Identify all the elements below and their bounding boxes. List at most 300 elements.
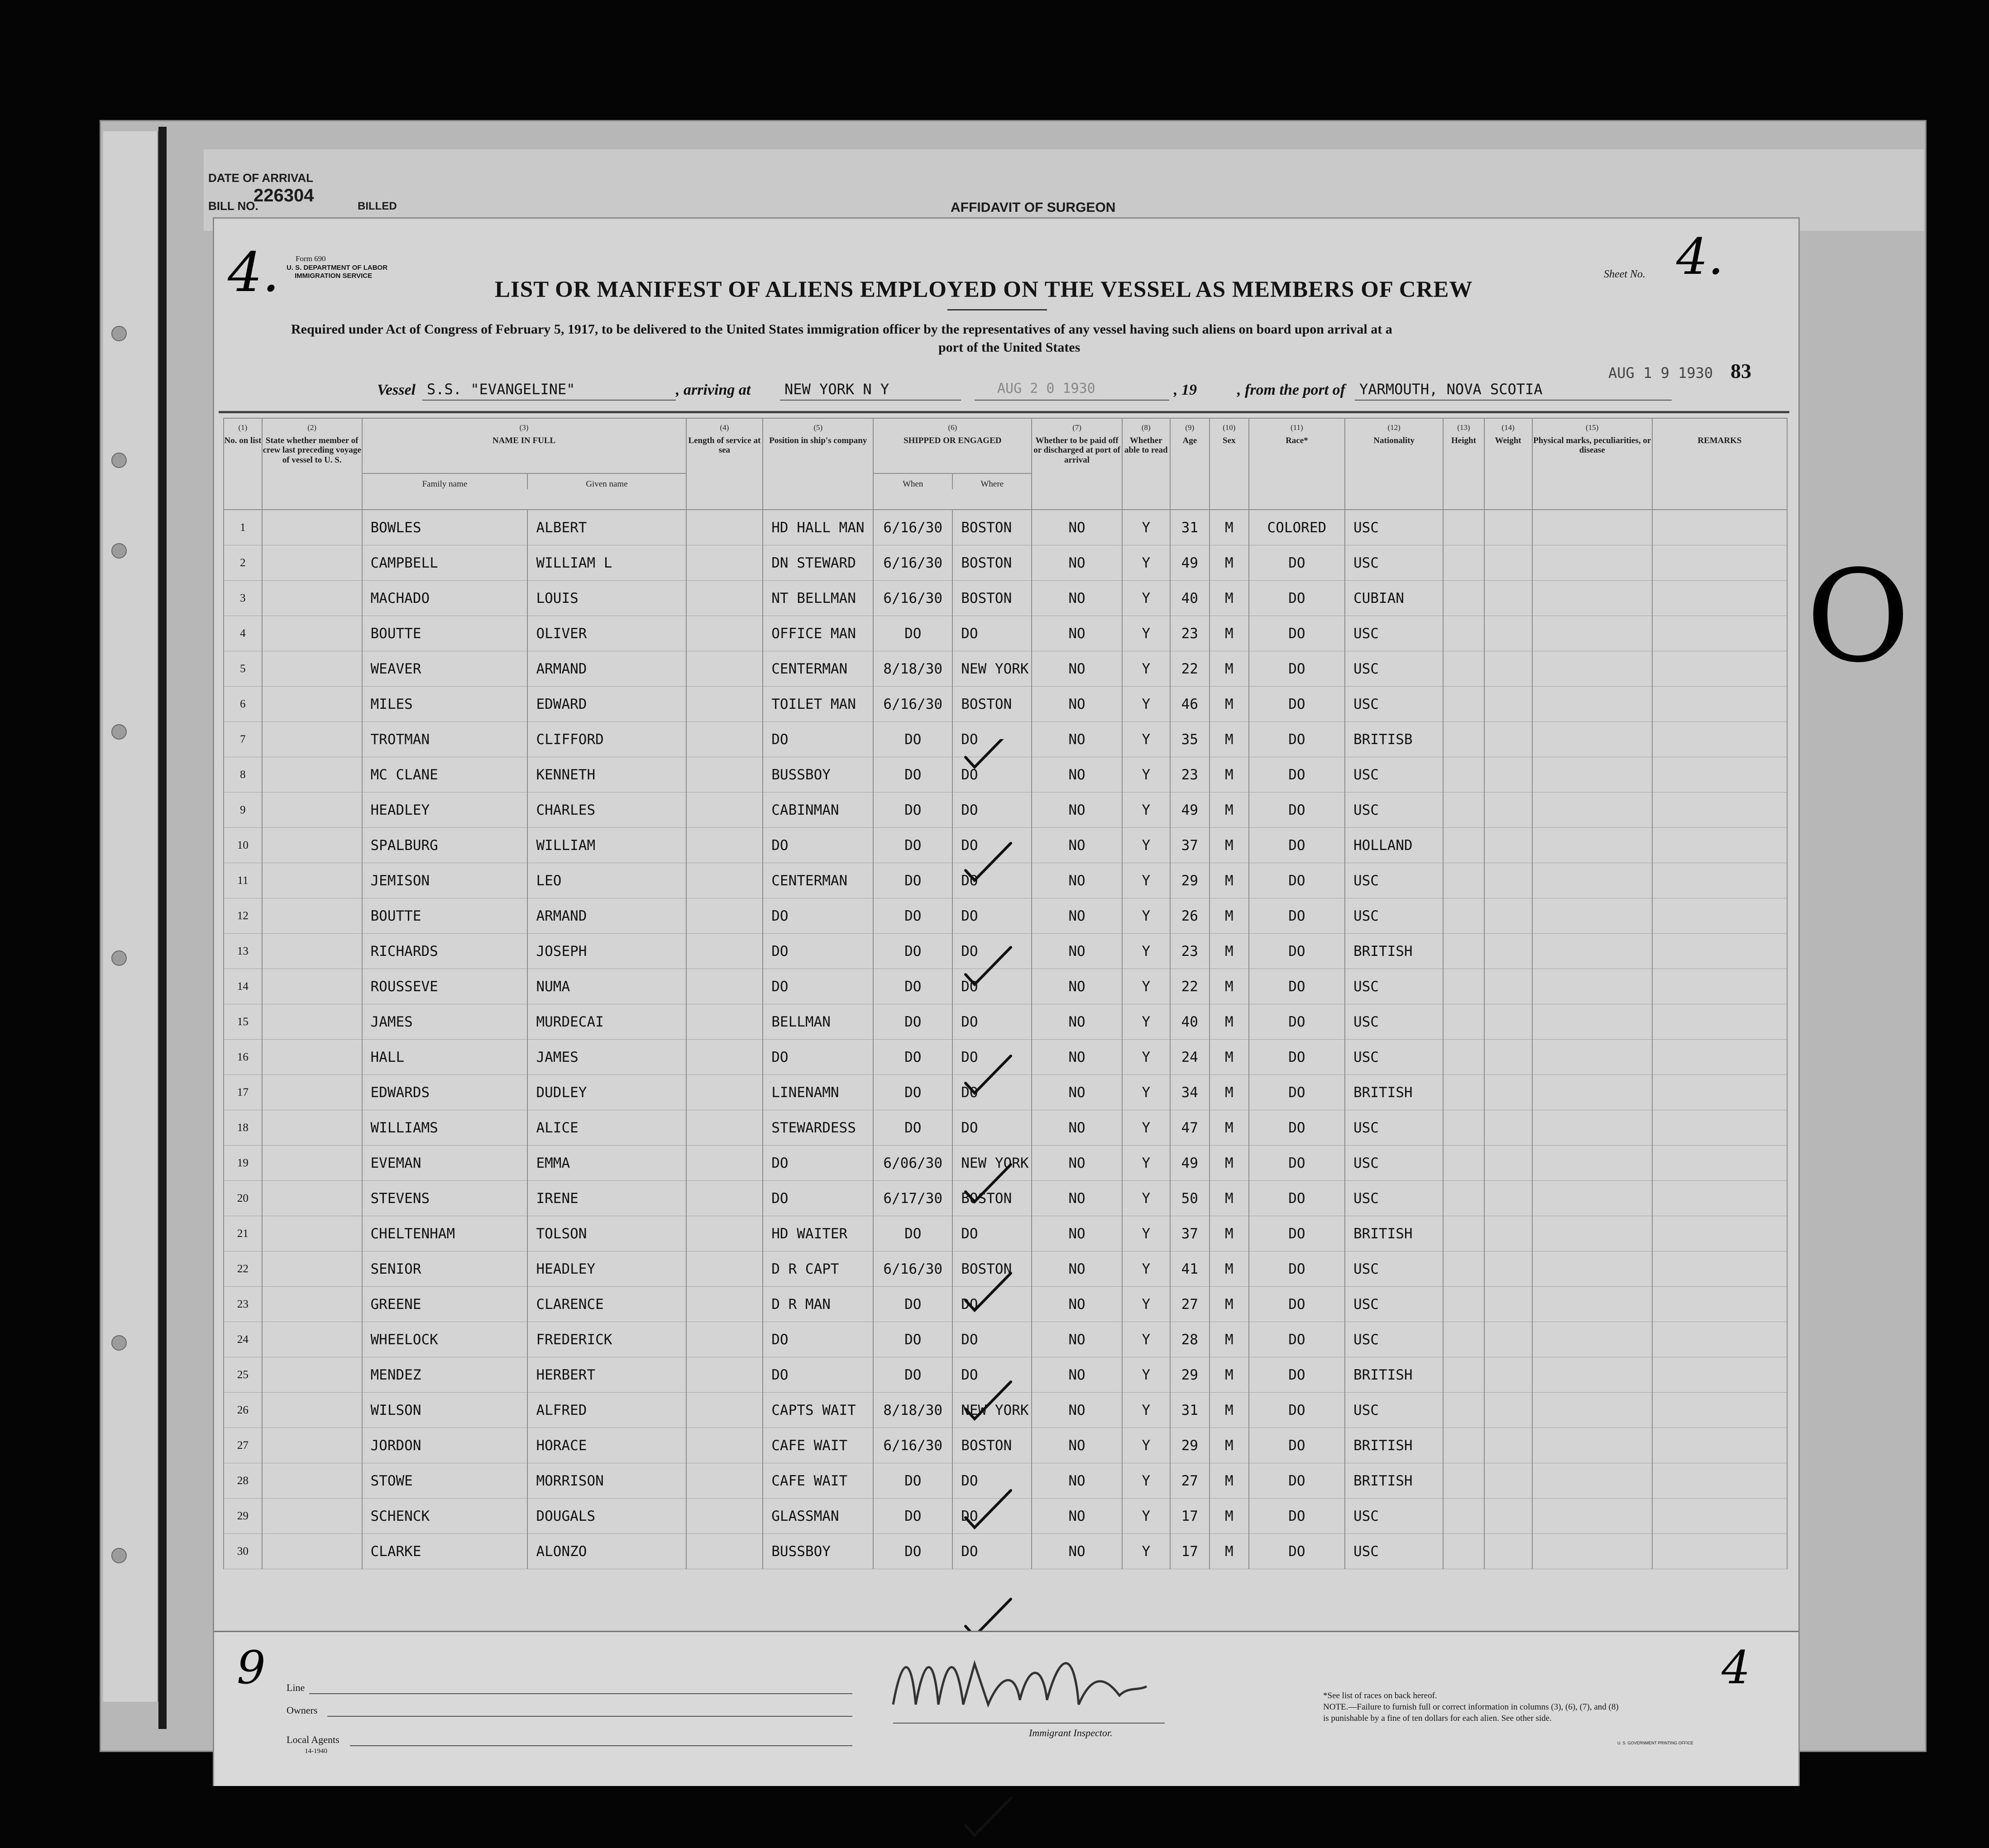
cell-last-voyage: [262, 863, 362, 898]
port-underline: [780, 400, 961, 401]
cell-no: 6: [224, 687, 262, 722]
cell-last-voyage: [262, 1534, 362, 1569]
cell-physical-marks: [1532, 1216, 1652, 1251]
cell-no: 14: [224, 969, 262, 1004]
line-field: [309, 1693, 852, 1694]
cell-family-name: JEMISON: [362, 863, 528, 898]
affidavit-label: AFFIDAVIT OF SURGEON: [951, 200, 1116, 215]
cell-family-name: MENDEZ: [362, 1357, 528, 1393]
cell-position: GLASSMAN: [763, 1499, 873, 1534]
cell-length-of-service: [686, 722, 763, 757]
cell-given-name: LEO: [527, 863, 686, 898]
cell-last-voyage: [262, 793, 362, 828]
cell-physical-marks: [1532, 581, 1652, 616]
cell-able-to-read: Y: [1122, 581, 1170, 616]
cell-race: DO: [1249, 1110, 1345, 1146]
cell-position: D R CAPT: [763, 1251, 873, 1287]
cell-nationality: HOLLAND: [1345, 828, 1443, 863]
cell-no: 3: [224, 581, 262, 616]
cell-weight: [1484, 1110, 1532, 1146]
cell-no: 11: [224, 863, 262, 898]
cell-nationality: CUBIAN: [1345, 581, 1443, 616]
cell-given-name: HORACE: [527, 1428, 686, 1463]
cell-race: DO: [1249, 722, 1345, 757]
cell-age: 31: [1170, 1393, 1210, 1428]
cell-age: 22: [1170, 651, 1210, 687]
cell-remarks: [1652, 651, 1787, 687]
cell-paid-off: NO: [1032, 1534, 1122, 1569]
cell-sex: M: [1210, 1216, 1249, 1251]
cell-length-of-service: [686, 1357, 763, 1393]
cell-race: DO: [1249, 969, 1345, 1004]
cell-given-name: IRENE: [527, 1181, 686, 1216]
cell-position: CAFE WAIT: [763, 1428, 873, 1463]
cell-length-of-service: [686, 1322, 763, 1357]
cell-position: HD WAITER: [763, 1216, 873, 1251]
cell-age: 23: [1170, 616, 1210, 651]
manifest-sheet: [213, 217, 1800, 1786]
cell-able-to-read: Y: [1122, 1322, 1170, 1357]
cell-height: [1443, 1393, 1484, 1428]
cell-shipped-where: DO: [952, 793, 1032, 828]
cell-nationality: USC: [1345, 1004, 1443, 1040]
cell-length-of-service: [686, 1393, 763, 1428]
cell-paid-off: NO: [1032, 1393, 1122, 1428]
cell-position: CABINMAN: [763, 793, 873, 828]
cell-shipped-where: DO: [952, 1110, 1032, 1146]
cell-nationality: BRITISB: [1345, 722, 1443, 757]
cell-sex: M: [1210, 1357, 1249, 1393]
cell-family-name: SCHENCK: [362, 1499, 528, 1534]
cell-shipped-when: 6/16/30: [873, 687, 952, 722]
cell-shipped-where: DO: [952, 757, 1032, 793]
cell-age: 49: [1170, 793, 1210, 828]
cell-no: 29: [224, 1499, 262, 1534]
cell-last-voyage: [262, 687, 362, 722]
cell-last-voyage: [262, 1322, 362, 1357]
cell-paid-off: NO: [1032, 1428, 1122, 1463]
vessel-label: Vessel: [377, 382, 416, 398]
cell-position: STEWARDESS: [763, 1110, 873, 1146]
cell-length-of-service: [686, 1181, 763, 1216]
cell-shipped-where: DO: [952, 1534, 1032, 1569]
cell-shipped-where: NEW YORK: [952, 651, 1032, 687]
col-shipped-header: (6) SHIPPED OR ENGAGED When Where: [873, 418, 1032, 510]
cell-family-name: BOWLES: [362, 510, 528, 545]
margin-circle-mark: O: [1806, 543, 1910, 691]
cell-last-voyage: [262, 1428, 362, 1463]
cell-position: HD HALL MAN: [763, 510, 873, 545]
col-weight-header: (14) Weight: [1484, 418, 1532, 510]
cell-weight: [1484, 863, 1532, 898]
cell-given-name: ALONZO: [527, 1534, 686, 1569]
cell-height: [1443, 545, 1484, 581]
cell-sex: M: [1210, 1428, 1249, 1463]
cell-family-name: SENIOR: [362, 1251, 528, 1287]
cell-race: DO: [1249, 651, 1345, 687]
cell-family-name: MILES: [362, 687, 528, 722]
cell-given-name: ALICE: [527, 1110, 686, 1146]
cell-paid-off: NO: [1032, 757, 1122, 793]
cell-family-name: CLARKE: [362, 1534, 528, 1569]
cell-height: [1443, 1181, 1484, 1216]
cell-given-name: CHARLES: [527, 793, 686, 828]
cell-family-name: TROTMAN: [362, 722, 528, 757]
cell-shipped-when: DO: [873, 757, 952, 793]
owners-label: Owners: [287, 1705, 318, 1716]
cell-paid-off: NO: [1032, 1287, 1122, 1322]
cell-physical-marks: [1532, 1110, 1652, 1146]
cell-shipped-when: DO: [873, 616, 952, 651]
cell-physical-marks: [1532, 616, 1652, 651]
cell-shipped-when: 6/16/30: [873, 510, 952, 545]
cell-physical-marks: [1532, 1181, 1652, 1216]
cell-shipped-where: NEW YORK: [952, 1146, 1032, 1181]
cell-age: 27: [1170, 1287, 1210, 1322]
cell-weight: [1484, 722, 1532, 757]
cell-race: DO: [1249, 1004, 1345, 1040]
cell-sex: M: [1210, 1075, 1249, 1110]
col-remarks-header: REMARKS: [1652, 418, 1787, 510]
cell-nationality: BRITISH: [1345, 1357, 1443, 1393]
cell-able-to-read: Y: [1122, 1393, 1170, 1428]
cell-physical-marks: [1532, 1040, 1652, 1075]
cell-weight: [1484, 1181, 1532, 1216]
cell-paid-off: NO: [1032, 651, 1122, 687]
col-physical-marks-header: (15) Physical marks, peculiarities, or disease: [1532, 418, 1652, 510]
cell-position: DO: [763, 1357, 873, 1393]
cell-weight: [1484, 1146, 1532, 1181]
cell-weight: [1484, 651, 1532, 687]
cell-last-voyage: [262, 1499, 362, 1534]
cell-position: CENTERMAN: [763, 863, 873, 898]
cell-shipped-where: DO: [952, 969, 1032, 1004]
col-position-header: (5) Position in ship's company: [763, 418, 873, 510]
cell-able-to-read: Y: [1122, 1499, 1170, 1534]
cell-sex: M: [1210, 1181, 1249, 1216]
cell-able-to-read: Y: [1122, 757, 1170, 793]
cell-paid-off: NO: [1032, 934, 1122, 969]
cell-shipped-where: DO: [952, 1463, 1032, 1499]
cell-remarks: [1652, 1428, 1787, 1463]
cell-sex: M: [1210, 1322, 1249, 1357]
cell-sex: M: [1210, 687, 1249, 722]
cell-length-of-service: [686, 545, 763, 581]
cell-shipped-where: DO: [952, 1075, 1032, 1110]
cell-race: DO: [1249, 1287, 1345, 1322]
cell-given-name: TOLSON: [527, 1216, 686, 1251]
cell-height: [1443, 757, 1484, 793]
footer-right-mark: 4: [1721, 1641, 1750, 1694]
cell-shipped-where: BOSTON: [952, 545, 1032, 581]
cell-height: [1443, 1499, 1484, 1534]
cell-race: DO: [1249, 545, 1345, 581]
cell-length-of-service: [686, 616, 763, 651]
cell-last-voyage: [262, 1357, 362, 1393]
cell-given-name: DOUGALS: [527, 1499, 686, 1534]
cell-height: [1443, 1287, 1484, 1322]
cell-family-name: STEVENS: [362, 1181, 528, 1216]
cell-no: 2: [224, 545, 262, 581]
cell-shipped-where: BOSTON: [952, 687, 1032, 722]
cell-given-name: NUMA: [527, 969, 686, 1004]
cell-no: 24: [224, 1322, 262, 1357]
cell-family-name: HEADLEY: [362, 793, 528, 828]
cell-shipped-when: DO: [873, 1216, 952, 1251]
cell-position: CAPTS WAIT: [763, 1393, 873, 1428]
cell-given-name: HEADLEY: [527, 1251, 686, 1287]
cell-shipped-where: BOSTON: [952, 510, 1032, 545]
cell-no: 4: [224, 616, 262, 651]
arrival-date-stamp: AUG 2 0 1930: [997, 381, 1095, 396]
cell-remarks: [1652, 1146, 1787, 1181]
cell-family-name: STOWE: [362, 1463, 528, 1499]
cell-nationality: USC: [1345, 1287, 1443, 1322]
cell-remarks: [1652, 1287, 1787, 1322]
cell-family-name: WILSON: [362, 1393, 528, 1428]
when-header: When: [903, 479, 923, 489]
cell-height: [1443, 898, 1484, 934]
cell-sex: M: [1210, 1251, 1249, 1287]
cell-shipped-where: DO: [952, 1287, 1032, 1322]
cell-paid-off: NO: [1032, 1499, 1122, 1534]
cell-age: 27: [1170, 1463, 1210, 1499]
cell-race: DO: [1249, 1040, 1345, 1075]
cell-physical-marks: [1532, 1322, 1652, 1357]
cell-no: 5: [224, 651, 262, 687]
cell-remarks: [1652, 1534, 1787, 1569]
cell-weight: [1484, 1075, 1532, 1110]
cell-shipped-when: DO: [873, 863, 952, 898]
cell-weight: [1484, 1534, 1532, 1569]
cell-remarks: [1652, 687, 1787, 722]
cell-given-name: ALFRED: [527, 1393, 686, 1428]
cell-remarks: [1652, 510, 1787, 545]
cell-race: DO: [1249, 757, 1345, 793]
cell-sex: M: [1210, 1146, 1249, 1181]
cell-given-name: JAMES: [527, 1040, 686, 1075]
family-name-header: Family name: [422, 479, 468, 489]
cell-family-name: RICHARDS: [362, 934, 528, 969]
cell-race: DO: [1249, 687, 1345, 722]
cell-race: DO: [1249, 828, 1345, 863]
cell-physical-marks: [1532, 1146, 1652, 1181]
cell-shipped-when: 6/16/30: [873, 545, 952, 581]
cell-shipped-when: 8/18/30: [873, 651, 952, 687]
cell-last-voyage: [262, 651, 362, 687]
cell-paid-off: NO: [1032, 969, 1122, 1004]
cell-able-to-read: Y: [1122, 1428, 1170, 1463]
cell-shipped-when: DO: [873, 1463, 952, 1499]
cell-height: [1443, 863, 1484, 898]
cell-no: 18: [224, 1110, 262, 1146]
cell-physical-marks: [1532, 1004, 1652, 1040]
cell-shipped-when: DO: [873, 1287, 952, 1322]
cell-remarks: [1652, 1251, 1787, 1287]
cell-race: DO: [1249, 581, 1345, 616]
cell-able-to-read: Y: [1122, 1287, 1170, 1322]
cell-position: CAFE WAIT: [763, 1463, 873, 1499]
cell-paid-off: NO: [1032, 1181, 1122, 1216]
cell-height: [1443, 616, 1484, 651]
cell-shipped-when: DO: [873, 1004, 952, 1040]
cell-remarks: [1652, 934, 1787, 969]
bill-no-label: BILL NO.: [208, 199, 258, 213]
cell-last-voyage: [262, 1393, 362, 1428]
cell-last-voyage: [262, 1251, 362, 1287]
cell-race: DO: [1249, 1463, 1345, 1499]
cell-family-name: WEAVER: [362, 651, 528, 687]
cell-paid-off: NO: [1032, 1075, 1122, 1110]
from-port-label: , from the port of: [1237, 382, 1345, 398]
cell-given-name: LOUIS: [527, 581, 686, 616]
cell-nationality: USC: [1345, 1040, 1443, 1075]
cell-paid-off: NO: [1032, 898, 1122, 934]
cell-no: 16: [224, 1040, 262, 1075]
cell-race: DO: [1249, 1357, 1345, 1393]
date-of-arrival-label: DATE OF ARRIVAL: [208, 171, 314, 185]
col-race-header: (11) Race*: [1249, 418, 1345, 510]
cell-family-name: EDWARDS: [362, 1075, 528, 1110]
cell-nationality: USC: [1345, 1322, 1443, 1357]
cell-given-name: WILLIAM L: [527, 545, 686, 581]
cell-no: 9: [224, 793, 262, 828]
cell-age: 47: [1170, 1110, 1210, 1146]
cell-height: [1443, 1251, 1484, 1287]
cell-shipped-when: DO: [873, 934, 952, 969]
sheet-no: 4.: [1676, 228, 1724, 286]
cell-height: [1443, 581, 1484, 616]
cell-paid-off: NO: [1032, 1322, 1122, 1357]
cell-physical-marks: [1532, 1534, 1652, 1569]
cell-last-voyage: [262, 581, 362, 616]
cell-shipped-where: DO: [952, 934, 1032, 969]
cell-given-name: CLIFFORD: [527, 722, 686, 757]
cell-position: D R MAN: [763, 1287, 873, 1322]
cell-weight: [1484, 510, 1532, 545]
cell-physical-marks: [1532, 1499, 1652, 1534]
cell-shipped-where: BOSTON: [952, 1251, 1032, 1287]
cell-last-voyage: [262, 1110, 362, 1146]
cell-sex: M: [1210, 616, 1249, 651]
cell-nationality: USC: [1345, 651, 1443, 687]
cell-nationality: USC: [1345, 687, 1443, 722]
cell-height: [1443, 1075, 1484, 1110]
cell-length-of-service: [686, 651, 763, 687]
cell-remarks: [1652, 1322, 1787, 1357]
cell-last-voyage: [262, 934, 362, 969]
cell-age: 22: [1170, 969, 1210, 1004]
cell-given-name: ARMAND: [527, 898, 686, 934]
cell-no: 30: [224, 1534, 262, 1569]
cell-age: 23: [1170, 757, 1210, 793]
cell-length-of-service: [686, 1216, 763, 1251]
cell-race: DO: [1249, 1428, 1345, 1463]
check-icon: [966, 843, 1011, 880]
cell-family-name: MC CLANE: [362, 757, 528, 793]
departure-date-stamp: AUG 1 9 1930: [1608, 364, 1713, 382]
cell-able-to-read: Y: [1122, 687, 1170, 722]
cell-sex: M: [1210, 545, 1249, 581]
cell-family-name: ROUSSEVE: [362, 969, 528, 1004]
cell-family-name: BOUTTE: [362, 898, 528, 934]
cell-shipped-when: DO: [873, 1534, 952, 1569]
footer-left-mark: 9: [237, 1641, 266, 1694]
cell-last-voyage: [262, 1181, 362, 1216]
cell-no: 22: [224, 1251, 262, 1287]
cell-able-to-read: Y: [1122, 545, 1170, 581]
cell-length-of-service: [686, 1463, 763, 1499]
cell-remarks: [1652, 793, 1787, 828]
cell-age: 28: [1170, 1322, 1210, 1357]
cell-length-of-service: [686, 1499, 763, 1534]
cell-no: 26: [224, 1393, 262, 1428]
cell-position: DO: [763, 828, 873, 863]
cell-race: DO: [1249, 1075, 1345, 1110]
cell-able-to-read: Y: [1122, 616, 1170, 651]
cell-able-to-read: Y: [1122, 1146, 1170, 1181]
cell-remarks: [1652, 722, 1787, 757]
cell-able-to-read: Y: [1122, 863, 1170, 898]
cell-age: 31: [1170, 510, 1210, 545]
cell-shipped-when: DO: [873, 1075, 952, 1110]
cell-length-of-service: [686, 1004, 763, 1040]
cell-weight: [1484, 1499, 1532, 1534]
cell-given-name: FREDERICK: [527, 1322, 686, 1357]
cell-given-name: OLIVER: [527, 616, 686, 651]
cell-age: 40: [1170, 581, 1210, 616]
cell-age: 37: [1170, 828, 1210, 863]
cell-able-to-read: Y: [1122, 934, 1170, 969]
cell-sex: M: [1210, 1110, 1249, 1146]
cell-age: 41: [1170, 1251, 1210, 1287]
cell-paid-off: NO: [1032, 510, 1122, 545]
cell-able-to-read: Y: [1122, 1251, 1170, 1287]
cell-given-name: CLARENCE: [527, 1287, 686, 1322]
cell-shipped-when: 6/06/30: [873, 1146, 952, 1181]
cell-nationality: BRITISH: [1345, 1428, 1443, 1463]
cell-age: 29: [1170, 863, 1210, 898]
cell-remarks: [1652, 1110, 1787, 1146]
cell-able-to-read: Y: [1122, 510, 1170, 545]
cell-physical-marks: [1532, 1251, 1652, 1287]
cell-nationality: USC: [1345, 793, 1443, 828]
cell-last-voyage: [262, 1463, 362, 1499]
cell-height: [1443, 1146, 1484, 1181]
cell-no: 15: [224, 1004, 262, 1040]
cell-sex: M: [1210, 651, 1249, 687]
cell-remarks: [1652, 1216, 1787, 1251]
cell-remarks: [1652, 581, 1787, 616]
cell-paid-off: NO: [1032, 1216, 1122, 1251]
cell-physical-marks: [1532, 969, 1652, 1004]
cell-able-to-read: Y: [1122, 1040, 1170, 1075]
cell-age: 23: [1170, 934, 1210, 969]
cell-family-name: CHELTENHAM: [362, 1216, 528, 1251]
cell-length-of-service: [686, 828, 763, 863]
cell-length-of-service: [686, 1075, 763, 1110]
cell-nationality: BRITISH: [1345, 1463, 1443, 1499]
cell-shipped-where: DO: [952, 1322, 1032, 1357]
cell-no: 27: [224, 1428, 262, 1463]
check-icon: [966, 1273, 1011, 1310]
cell-sex: M: [1210, 898, 1249, 934]
cell-nationality: USC: [1345, 969, 1443, 1004]
cell-shipped-when: DO: [873, 1040, 952, 1075]
cell-weight: [1484, 1040, 1532, 1075]
cell-given-name: MORRISON: [527, 1463, 686, 1499]
cell-length-of-service: [686, 1251, 763, 1287]
